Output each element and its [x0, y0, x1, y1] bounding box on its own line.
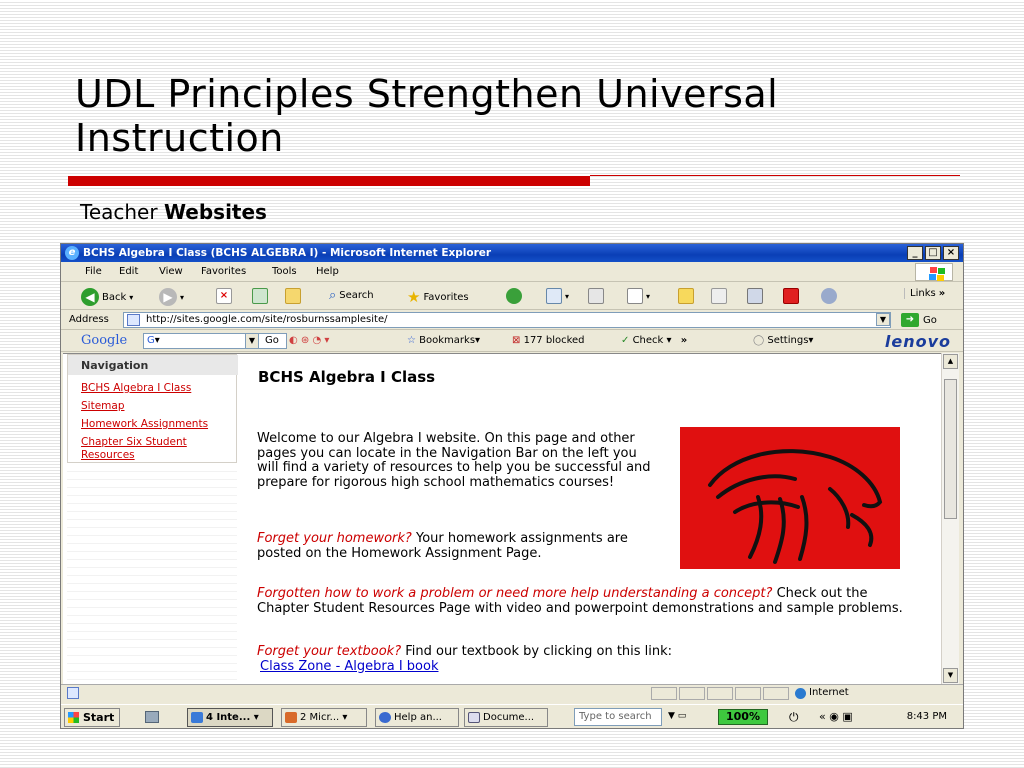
links-label: Links	[910, 288, 936, 299]
address-input[interactable]	[123, 312, 891, 328]
forward-arrow-icon: ▶	[159, 288, 177, 306]
status-cell	[763, 687, 789, 700]
lion-logo-image	[680, 427, 900, 569]
favorites-button[interactable]	[407, 288, 469, 306]
browser-window	[60, 243, 964, 729]
nav-link-homework[interactable]: Homework Assignments	[81, 418, 209, 430]
battery-meter[interactable]	[718, 709, 768, 725]
task-label-ie: 4 Inte...	[206, 712, 251, 723]
search-button[interactable]	[329, 288, 374, 303]
home-icon	[285, 288, 301, 304]
lenovo-logo: lenovo	[884, 332, 951, 351]
homework-paragraph	[257, 532, 667, 561]
google-field-text: G	[147, 335, 155, 346]
taskbar-ie-group[interactable]: 4 Inte... ▾	[187, 708, 273, 727]
taskbar-help[interactable]	[375, 708, 459, 727]
security-zone	[793, 687, 943, 700]
address-bar	[61, 311, 963, 330]
page-icon	[127, 314, 140, 326]
window-titlebar[interactable]	[61, 244, 963, 262]
nav-heading: Navigation	[68, 355, 238, 375]
research-icon	[711, 288, 727, 304]
nav-link-sitemap[interactable]: Sitemap	[81, 400, 125, 412]
homework-answer: Your homework assignments are posted on the Homework Assignment Page.	[257, 531, 628, 561]
page-content	[63, 353, 943, 684]
window-title: BCHS Algebra I Class (BCHS ALGEBRA I) - Microsoft Internet Explorer	[83, 247, 492, 259]
mail-icon	[546, 288, 562, 304]
back-arrow-icon: ◀	[81, 288, 99, 306]
windows-flag-icon	[68, 712, 79, 723]
go-label: Go	[923, 314, 937, 326]
power-plug-icon[interactable]: ⏻	[789, 710, 799, 724]
quick-launch-icon[interactable]	[145, 711, 159, 723]
back-button[interactable]: ◀ Back ▾	[81, 288, 133, 306]
scroll-thumb[interactable]	[944, 379, 957, 519]
scroll-down-icon[interactable]: ▼	[943, 668, 958, 683]
check-label: Check	[632, 335, 664, 346]
menu-file[interactable]: File	[85, 266, 102, 277]
blocked-label: 177 blocked	[523, 335, 585, 346]
check-more: »	[680, 335, 688, 346]
status-cell	[679, 687, 705, 700]
bookmarks-label: Bookmarks	[419, 335, 476, 346]
help-paragraph	[257, 587, 917, 616]
go-button[interactable]	[901, 313, 937, 327]
help-question: Forgotten how to work a problem or need more help understanding a concept?	[257, 586, 773, 601]
minimize-button[interactable]: _	[907, 246, 923, 260]
address-dropdown-icon[interactable]: ▼	[876, 313, 890, 326]
welcome-text: Welcome to our Algebra I website. On this page and other pages you can locate in the Navigation Bar on the left you will find a variety of resources to help you be successful and prepare for rigorous high school mathematics courses!	[257, 431, 651, 490]
edit-icon	[627, 288, 643, 304]
windows-logo-icon	[915, 263, 953, 281]
stop-button[interactable]	[216, 288, 232, 304]
popup-blocker-button[interactable]	[512, 335, 585, 346]
back-label: Back	[102, 291, 127, 303]
taskbar-office-group[interactable]: 2 Micr... ▾	[281, 708, 367, 727]
home-button[interactable]	[285, 288, 301, 304]
taskbar	[61, 704, 963, 729]
status-page-icon	[67, 687, 79, 699]
start-label: Start	[83, 711, 115, 724]
office-task-icon	[285, 712, 297, 723]
go-arrow-icon: ➜	[901, 313, 919, 327]
spell-check-button[interactable]: ✓ Check ▾ »	[621, 335, 688, 346]
class-zone-link[interactable]: Class Zone - Algebra I book	[260, 658, 439, 674]
folder-icon	[678, 288, 694, 304]
star-icon: ★	[407, 288, 421, 306]
title-rule-thin	[590, 175, 960, 176]
subtitle-plain: Teacher	[80, 200, 158, 224]
refresh-icon	[252, 288, 268, 304]
nav-link-algebra-class[interactable]: BCHS Algebra I Class	[81, 382, 192, 394]
refresh-button[interactable]	[252, 288, 268, 304]
search-dropdown-icon[interactable]: ▼ ▭	[668, 711, 687, 721]
google-go-button[interactable]: Go	[265, 335, 279, 346]
menu-tools[interactable]: Tools	[272, 266, 297, 277]
address-label: Address	[69, 314, 109, 325]
help-answer: Check out the Chapter Student Resources Page with video and powerpoint demonstrations and sample problems.	[257, 586, 903, 616]
badge-icon	[783, 288, 799, 304]
people-icon	[821, 288, 837, 304]
menu-view[interactable]: View	[159, 266, 183, 277]
history-icon	[506, 288, 522, 304]
bookmark-star-icon: ☆	[407, 335, 416, 346]
search-icon: ⌕	[329, 288, 337, 303]
maximize-button[interactable]: □	[925, 246, 941, 260]
title-rule	[68, 176, 590, 186]
textbook-paragraph	[257, 645, 917, 674]
search-label: Search	[339, 290, 374, 301]
settings-icon: ◯	[753, 335, 765, 346]
close-button[interactable]: ×	[943, 246, 959, 260]
search-placeholder: Type to search	[579, 711, 652, 722]
edit-button[interactable]: ▾	[627, 288, 650, 304]
research-button[interactable]	[711, 288, 727, 304]
google-dropdown-icon[interactable]: ▼	[245, 333, 259, 349]
people-button[interactable]	[821, 288, 837, 304]
zone-label: Internet	[809, 687, 849, 698]
taskbar-document[interactable]	[464, 708, 548, 727]
document-task-icon	[468, 712, 480, 723]
navigation-panel	[67, 354, 237, 463]
slide-title: UDL Principles Strengthen Universal Instruction	[75, 72, 779, 160]
page-title: BCHS Algebra I Class	[258, 368, 436, 386]
forward-button[interactable]: ▶ ▾	[159, 288, 184, 306]
window-controls	[907, 246, 959, 260]
menu-help[interactable]: Help	[316, 266, 339, 277]
spell-check-icon: ✓	[621, 335, 630, 346]
help-task-icon	[379, 712, 391, 723]
status-bar	[61, 684, 963, 701]
history-button[interactable]	[506, 288, 522, 304]
settings-button[interactable]: ◯ Settings▾	[753, 335, 814, 346]
tray-icons[interactable]: « ◉ ▣	[819, 710, 853, 723]
menu-bar	[61, 262, 963, 282]
textbook-question: Forget your textbook?	[257, 644, 402, 659]
menu-edit[interactable]: Edit	[119, 266, 139, 277]
standard-toolbar	[61, 283, 963, 310]
taskbar-search-input[interactable]	[574, 708, 662, 726]
nav-background	[67, 464, 237, 684]
print-icon	[588, 288, 604, 304]
scroll-up-icon[interactable]: ▲	[943, 354, 958, 369]
task-label-document: Docume...	[483, 712, 535, 723]
links-button[interactable]	[904, 288, 945, 299]
nav-link-chapter-six[interactable]: Chapter Six Student Resources	[81, 436, 187, 461]
homework-question: Forget your homework?	[257, 531, 412, 546]
links-more: »	[938, 288, 946, 299]
status-cell	[735, 687, 761, 700]
start-button[interactable]	[64, 708, 120, 727]
battery-label: 100%	[726, 710, 760, 723]
mail-button[interactable]: ▾	[546, 288, 569, 304]
task-label-help: Help an...	[394, 712, 442, 723]
status-cell	[651, 687, 677, 700]
textbook-answer: Find our textbook by clicking on this link:	[401, 644, 673, 659]
vertical-scrollbar[interactable]	[941, 353, 959, 684]
status-cell	[707, 687, 733, 700]
messenger-icon	[747, 288, 763, 304]
print-button[interactable]	[588, 288, 604, 304]
clock: 8:43 PM	[906, 711, 947, 722]
popup-blocked-icon: ⊠	[512, 335, 521, 346]
favorites-label: Favorites	[423, 291, 469, 303]
address-url: http://sites.google.com/site/rosburnssamplesite/	[146, 314, 388, 325]
toolbar-extra-button[interactable]	[783, 288, 799, 304]
google-toolbar	[61, 330, 963, 352]
task-label-office: 2 Micr...	[300, 712, 340, 723]
google-icons[interactable]: ◐ ⊛ ◔ ▾	[289, 335, 330, 346]
slide-subtitle	[80, 200, 267, 224]
settings-label: Settings	[767, 335, 809, 346]
google-logo: Google	[81, 333, 128, 348]
subtitle-bold: Websites	[163, 200, 267, 224]
globe-icon	[795, 688, 806, 699]
stop-icon: ×	[216, 288, 232, 304]
ie-icon: e	[65, 246, 79, 260]
bookmarks-button[interactable]: ☆ Bookmarks▾	[407, 335, 481, 346]
messenger-button[interactable]	[747, 288, 763, 304]
folder-button[interactable]	[678, 288, 694, 304]
menu-favorites[interactable]: Favorites	[201, 266, 247, 277]
ie-task-icon	[191, 712, 203, 723]
google-search-input[interactable]: G▾	[143, 333, 287, 349]
